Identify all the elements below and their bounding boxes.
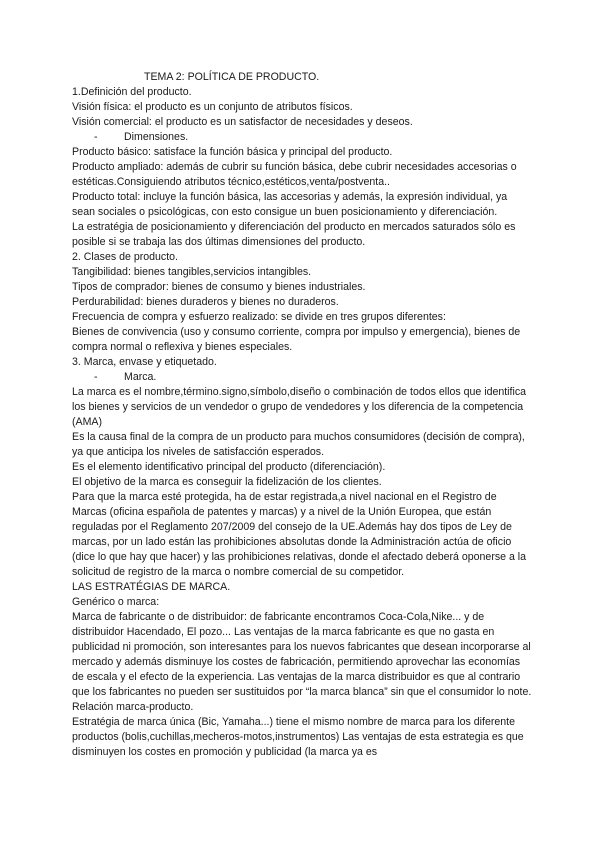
bullet-item bbox=[72, 130, 532, 145]
paragraph: El objetivo de la marca es conseguir la fidelización de los clientes. bbox=[72, 476, 382, 488]
paragraph: Es el elemento identificativo principal del producto (diferenciación). bbox=[72, 461, 386, 473]
paragraph: Marca de fabricante o de distribuidor: de fabricante encontramos Coca-Cola,Nike... y de distribuidor Hacendado, El pozo... Las ventajas de la marca fabricante es que no gasta en publicidad ni promoción, son interesantes para los nuevos fabricantes que desean incorporarse al mercado y además disminuye los costes de fabricación, permitiendo aprovechar las economías de escala y el efecto de la experiencia. Las ventajas de la marca distribuidor es que al contrario que los fabricantes no pueden ser sustituidos por “la marca blanca” sin que el consumidor lo note. bbox=[72, 611, 532, 698]
paragraph: Perdurabilidad: bienes duraderos y bienes no duraderos. bbox=[72, 296, 339, 308]
paragraph: Relación marca-producto. bbox=[72, 701, 194, 713]
paragraph: 1.Definición del producto. bbox=[72, 86, 192, 98]
paragraph: Visión comercial: el producto es un satisfactor de necesidades y deseos. bbox=[72, 116, 413, 128]
paragraph: Estratégia de marca única (Bic, Yamaha...) tiene el mismo nombre de marca para los diferente productos (bolis,cuchillas,mecheros-motos,instrumentos) Las ventajas de esta estrategia es que disminuyen los costes en promoción y publicidad (la marca ya es bbox=[72, 716, 524, 758]
paragraph: Es la causa final de la compra de un producto para muchos consumidores (decisión de compra), ya que anticipa los niveles de satisfacción esperados. bbox=[72, 431, 525, 458]
dash-bullet-icon: - bbox=[94, 131, 98, 143]
paragraph: La estratégia de posicionamiento y diferenciación del producto en mercados saturados sólo es posible si se trabaja las dos últimas dimensiones del producto. bbox=[72, 221, 516, 248]
document-page bbox=[72, 70, 532, 760]
paragraph: Frecuencia de compra y esfuerzo realizado: se divide en tres grupos diferentes: bbox=[72, 311, 446, 323]
paragraph: Producto ampliado: además de cubrir su función básica, debe cubrir necesidades accesorias o estéticas.Consiguiendo atributos técnico,estéticos,venta/postventa.. bbox=[72, 161, 517, 188]
paragraph: Producto básico: satisface la función básica y principal del producto. bbox=[72, 146, 393, 158]
paragraph: La marca es el nombre,término.signo,símbolo,diseño o combinación de todos ellos que identifica los bienes y servicios de un vendedor o grupo de vendedores y los diferencia de la competencia (AMA) bbox=[72, 386, 527, 428]
paragraph: Tangibilidad: bienes tangibles,servicios intangibles. bbox=[72, 266, 312, 278]
paragraph: 2. Clases de producto. bbox=[72, 251, 178, 263]
paragraph: 3. Marca, envase y etiquetado. bbox=[72, 356, 217, 368]
paragraph: LAS ESTRATÉGIAS DE MARCA. bbox=[72, 581, 231, 593]
paragraph: Visión física: el producto es un conjunto de atributos físicos. bbox=[72, 101, 353, 113]
dash-bullet-icon: - bbox=[94, 371, 98, 383]
bullet-text: Dimensiones. bbox=[124, 131, 189, 143]
document-title: TEMA 2: POLÍTICA DE PRODUCTO. bbox=[144, 71, 320, 83]
paragraph: Producto total: incluye la función básica, las accesorias y además, la expresión individual, ya sean sociales o psicológicas, con esto consigue un buen posicionamiento y diferenciación. bbox=[72, 191, 508, 218]
paragraph: Genérico o marca: bbox=[72, 596, 160, 608]
paragraph: Tipos de comprador: bienes de consumo y bienes industriales. bbox=[72, 281, 366, 293]
paragraph: Bienes de convivencia (uso y consumo corriente, compra por impulso y emergencia), bienes de compra normal o reflexiva y bienes especiales. bbox=[72, 326, 521, 353]
bullet-text: Marca. bbox=[124, 371, 157, 383]
bullet-item bbox=[72, 370, 532, 385]
paragraph: Para que la marca esté protegida, ha de estar registrada,a nivel nacional en el Registro de Marcas (oficina española de patentes y marcas) y a nivel de la Unión Europea, que están reguladas por el Reglamento 207/2009 del consejo de la UE.Además hay dos tipos de Ley de marcas, por un lado están las prohibiciones absolutas donde la Administración actúa de oficio (dice lo que hay que hacer) y las prohibiciones relativas, donde el afectado deberá oponerse a la solicitud de registro de la marca o nombre comercial de su competidor. bbox=[72, 491, 527, 578]
document-body bbox=[72, 85, 532, 760]
